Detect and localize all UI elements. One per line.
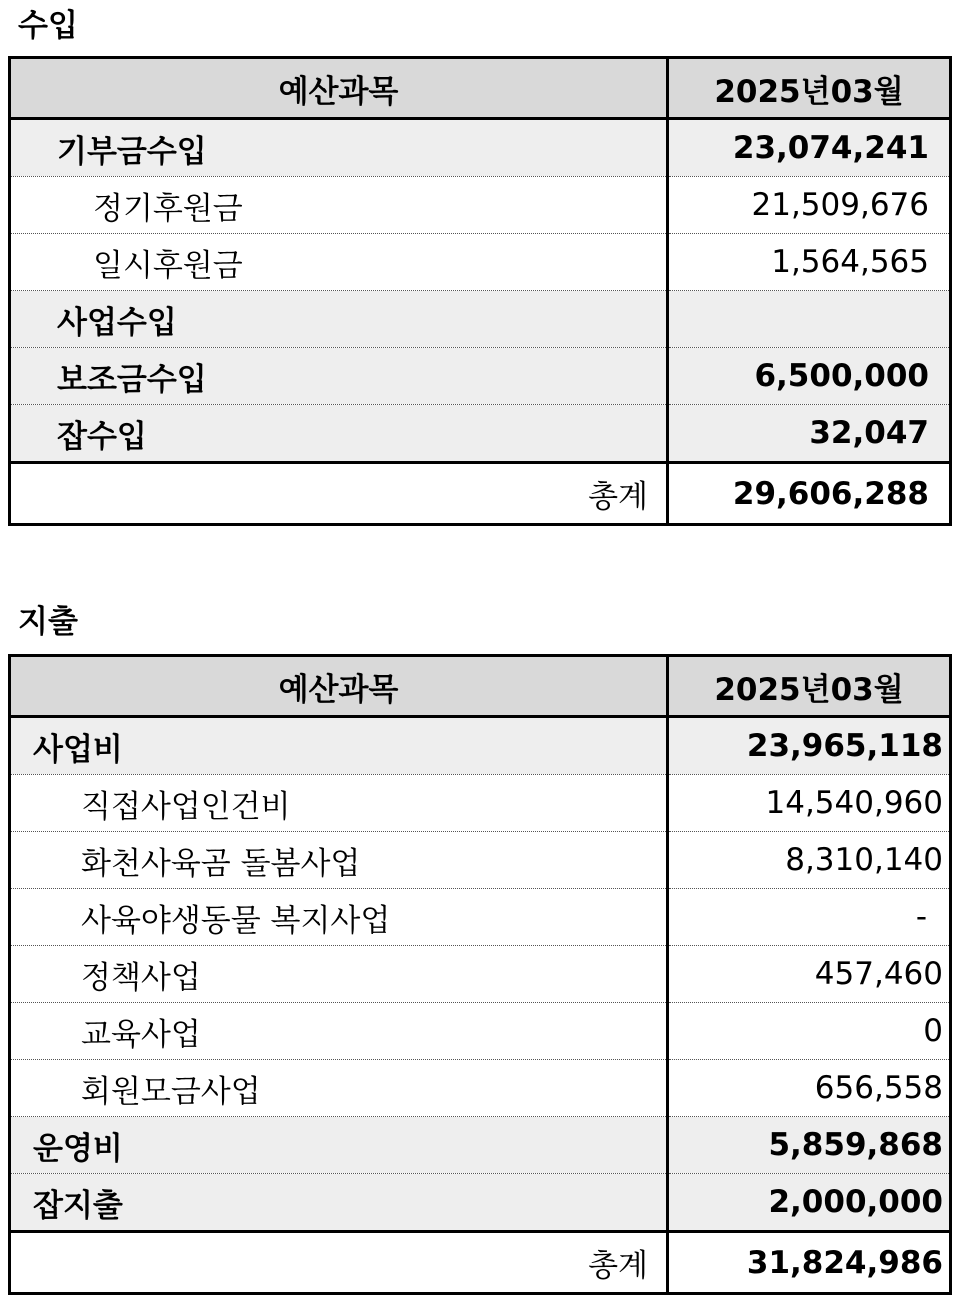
row-label: 정기후원금	[10, 177, 668, 234]
row-value: 23,965,118	[668, 717, 951, 775]
total-label: 총계	[10, 463, 668, 525]
table-row	[10, 348, 951, 405]
row-value: 2,000,000	[668, 1174, 951, 1232]
row-label: 기부금수입	[10, 119, 668, 177]
row-value: 14,540,960	[668, 775, 951, 832]
row-label: 잡수입	[10, 405, 668, 463]
row-label: 일시후원금	[10, 234, 668, 291]
income-table	[8, 56, 952, 526]
row-label: 사업비	[10, 717, 668, 775]
row-value: 6,500,000	[668, 348, 951, 405]
table-row	[10, 832, 951, 889]
table-row	[10, 717, 951, 775]
total-row	[10, 463, 951, 525]
row-value	[668, 291, 951, 348]
expense-table	[8, 654, 952, 1295]
row-label: 사업수입	[10, 291, 668, 348]
table-row	[10, 405, 951, 463]
table-row	[10, 775, 951, 832]
total-row	[10, 1232, 951, 1294]
total-value: 31,824,986	[668, 1232, 951, 1294]
table-row	[10, 1003, 951, 1060]
table-row	[10, 1060, 951, 1117]
row-value: 8,310,140	[668, 832, 951, 889]
row-value: 32,047	[668, 405, 951, 463]
header-category: 예산과목	[10, 656, 668, 717]
row-value: 1,564,565	[668, 234, 951, 291]
row-value: 656,558	[668, 1060, 951, 1117]
row-label: 회원모금사업	[10, 1060, 668, 1117]
expense-section-title: 지출	[18, 604, 78, 640]
row-label: 정책사업	[10, 946, 668, 1003]
table-row	[10, 1117, 951, 1174]
table-row	[10, 234, 951, 291]
table-row	[10, 119, 951, 177]
table-row	[10, 1174, 951, 1232]
table-header-row	[10, 58, 951, 119]
row-label: 운영비	[10, 1117, 668, 1174]
header-period: 2025년03월	[668, 656, 951, 717]
row-label: 보조금수입	[10, 348, 668, 405]
row-label: 사육야생동물 복지사업	[10, 889, 668, 946]
row-value: -	[668, 889, 951, 946]
table-row	[10, 889, 951, 946]
total-label: 총계	[10, 1232, 668, 1294]
row-label: 화천사육곰 돌봄사업	[10, 832, 668, 889]
table-row	[10, 946, 951, 1003]
table-row	[10, 291, 951, 348]
row-label: 잡지출	[10, 1174, 668, 1232]
row-label: 직접사업인건비	[10, 775, 668, 832]
header-category: 예산과목	[10, 58, 668, 119]
row-value: 5,859,868	[668, 1117, 951, 1174]
table-row	[10, 177, 951, 234]
header-period: 2025년03월	[668, 58, 951, 119]
row-label: 교육사업	[10, 1003, 668, 1060]
row-value: 23,074,241	[668, 119, 951, 177]
row-value: 21,509,676	[668, 177, 951, 234]
table-header-row	[10, 656, 951, 717]
total-value: 29,606,288	[668, 463, 951, 525]
row-value: 0	[668, 1003, 951, 1060]
income-section-title: 수입	[18, 8, 78, 44]
row-value: 457,460	[668, 946, 951, 1003]
